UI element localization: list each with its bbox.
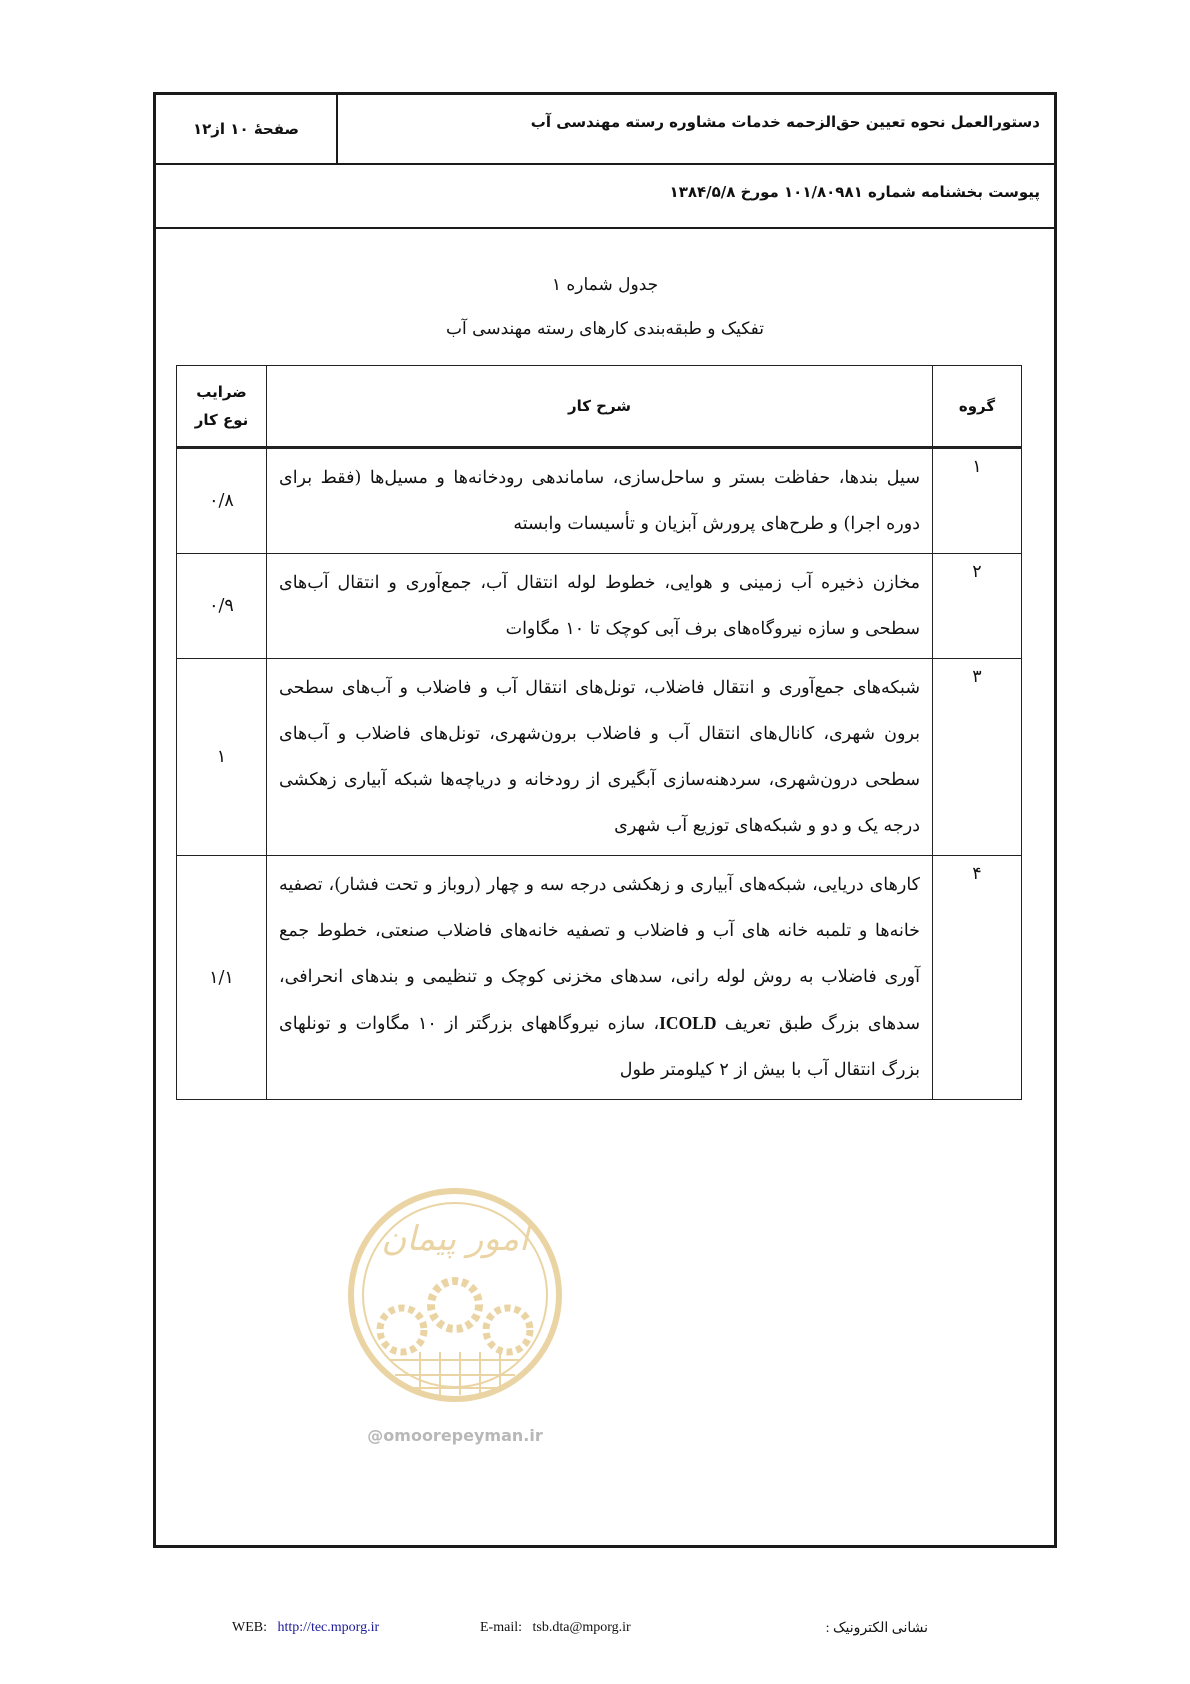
- row-group: ۲: [933, 554, 1022, 659]
- watermark-seal-icon: [340, 1180, 570, 1410]
- footer-web: [232, 1620, 379, 1636]
- footer-web-link[interactable]: http://tec.mporg.ir: [277, 1620, 380, 1635]
- row-coefficient: ۰/۹: [177, 554, 267, 659]
- footer-email-label: E-mail:: [480, 1620, 522, 1635]
- row-description: [267, 856, 933, 1100]
- row-group: ۱: [933, 448, 1022, 554]
- icold-term: ICOLD: [659, 1013, 717, 1033]
- row-description: سیل بندها، حفاظت بستر و ساحل‌سازی، ساماندهی رودخانه‌ها و مسیل‌ها (فقط برای دوره اجرا) و طرح‌های پرورش آبزیان و تأسیسات وابسته: [267, 448, 933, 554]
- header-coefficient: [177, 366, 267, 448]
- footer-site-label: نشانی الکترونیک :: [825, 1621, 928, 1636]
- circular-reference: پیوست بخشنامه شماره ۱۰۱/۸۰۹۸۱ مورخ ۱۳۸۴/۵/۸: [669, 183, 1040, 201]
- table-row: [177, 856, 1022, 1100]
- footer-email: [480, 1620, 631, 1636]
- header-coefficient-line1: ضرایب: [196, 383, 247, 401]
- row-description: مخازن ذخیره آب زمینی و هوایی، خطوط لوله انتقال آب، جمع‌آوری و انتقال آب‌های سطحی و سازه نیروگاه‌های برف آبی کوچک تا ۱۰ مگاوات: [267, 554, 933, 659]
- row-description: شبکه‌های جمع‌آوری و انتقال فاضلاب، تونل‌های انتقال آب و فاضلاب و آب‌های سطحی برون شهری، کانال‌های انتقال آب و فاضلاب برون‌شهری، تونل‌های فاضلاب و آب‌های سطحی درون‌شهری، سردهنه‌سازی آبگیری از رودخانه و دریاچه‌ها شبکه آبیاری زهکشی درجه یک و دو و شبکه‌های توزیع آب شهری: [267, 659, 933, 856]
- table-header-row: [177, 366, 1022, 448]
- row-coefficient: ۱/۱: [177, 856, 267, 1100]
- footer-web-label: WEB:: [232, 1620, 267, 1635]
- table-row: [177, 448, 1022, 554]
- document-title: دستورالعمل نحوه تعیین حق‌الزحمه خدمات مشاوره رسته مهندسی آب: [530, 113, 1040, 131]
- table-row: [177, 554, 1022, 659]
- row-group: ۴: [933, 856, 1022, 1100]
- footer-email-address[interactable]: tsb.dta@mporg.ir: [532, 1620, 631, 1635]
- classification-table: [176, 365, 1022, 1100]
- header-group: گروه: [933, 366, 1022, 448]
- table-number: جدول شماره ۱: [551, 275, 659, 295]
- circular-row: [156, 165, 1054, 229]
- page-number: صفحهٔ ۱۰ از۱۲: [156, 95, 338, 163]
- row-coefficient: ۱: [177, 659, 267, 856]
- document-header: [156, 95, 1054, 165]
- svg-text:امور پیمان: امور پیمان: [381, 1219, 529, 1259]
- row-coefficient: ۰/۸: [177, 448, 267, 554]
- table-row: [177, 659, 1022, 856]
- watermark-text: @omoorepeyman.ir: [367, 1426, 543, 1445]
- row-description-part1: کارهای دریایی، شبکه‌های آبیاری و زهکشی درجه سه و چهار (روباز و تحت فشار)، تصفیه خانه‌ها و تلمبه خانه های آب و فاضلاب و تصفیه خانه‌های فاضلاب صنعتی، خطوط جمع آوری فاضلاب به روش لوله رانی، سدهای مخزنی کوچک و تنظیمی و بندهای انحرافی، سدهای بزرگ طبق تعریف: [279, 875, 920, 1034]
- row-group: ۳: [933, 659, 1022, 856]
- page-frame: [153, 92, 1057, 1548]
- header-description: شرح کار: [267, 366, 933, 448]
- row-description-part2: ، سازه نیروگاههای بزرگتر از ۱۰ مگاوات و تونلهای بزرگ انتقال آب با بیش از ۲ کیلومتر طول: [279, 1014, 920, 1080]
- table-title: تفکیک و طبقه‌بندی کارهای رسته مهندسی آب: [446, 319, 764, 339]
- header-coefficient-line2: نوع کار: [194, 411, 249, 429]
